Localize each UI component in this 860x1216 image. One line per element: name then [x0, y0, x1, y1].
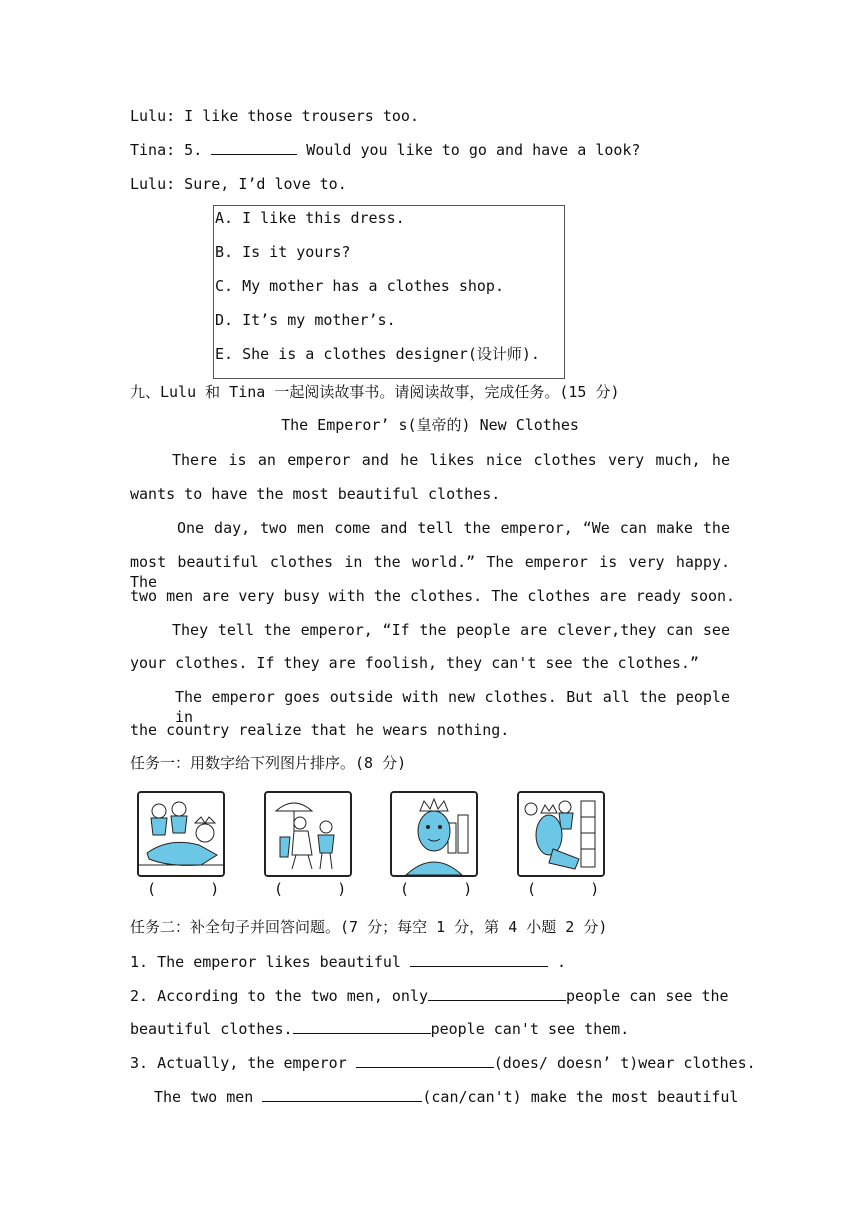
question-2b-suffix: people can't see them. — [430, 1020, 630, 1038]
question-2 — [130, 986, 729, 1006]
order-answer-4[interactable]: ( ) — [527, 880, 600, 898]
question-3-suffix: (does/ doesn’ t)wear clothes. — [493, 1054, 756, 1072]
dialogue-line-lulu-1: Lulu: I like those trousers too. — [130, 107, 419, 125]
task1-heading: 任务一：用数字给下列图片排序。(8 分) — [130, 754, 407, 772]
answer-blank-q2a[interactable] — [428, 986, 566, 1001]
question-3-cont — [154, 1087, 738, 1107]
story-title: The Emperor’ s(皇帝的) New Clothes — [281, 416, 579, 434]
question-3-prefix: 3. Actually, the emperor — [130, 1054, 356, 1072]
question-3b-prefix: The two men — [154, 1088, 263, 1106]
answer-blank-5[interactable] — [211, 140, 297, 155]
emperor-lying-picture-icon — [137, 791, 225, 877]
question-2-suffix: people can see the — [566, 987, 729, 1005]
dialogue-suffix: Would you like to go and have a look? — [297, 141, 641, 159]
men-with-umbrella-picture-icon — [264, 791, 352, 877]
emperor-crowd-picture-icon — [517, 791, 605, 877]
story-p3-line1: They tell the emperor, “If the people are clever,they can see — [172, 621, 730, 639]
question-3 — [130, 1053, 756, 1073]
question-3b-suffix: (can/can't) make the most beautiful — [422, 1088, 739, 1106]
story-p1-line2: wants to have the most beautiful clothes. — [130, 485, 501, 503]
story-p3-line2: your clothes. If they are foolish, they can't see the clothes.” — [130, 654, 699, 672]
story-p4-line1: The emperor goes outside with new clothes. But all the people in — [175, 688, 730, 726]
dialogue-prefix: Tina: 5. — [130, 141, 212, 159]
question-1-prefix: 1. The emperor likes beautiful — [130, 953, 410, 971]
option-e: E. She is a clothes designer(设计师). — [215, 345, 540, 363]
option-c: C. My mother has a clothes shop. — [215, 277, 504, 295]
option-b: B. Is it yours? — [215, 243, 351, 261]
order-answer-1[interactable]: ( ) — [147, 880, 220, 898]
answer-blank-q2b[interactable] — [293, 1019, 431, 1034]
order-answer-3[interactable]: ( ) — [400, 880, 473, 898]
story-p4-line2: the country realize that he wears nothing. — [130, 721, 510, 739]
section-heading: 九、Lulu 和 Tina 一起阅读故事书。请阅读故事，完成任务。(15 分) — [130, 383, 620, 401]
story-p1-line1: There is an emperor and he likes nice clothes very much, he — [172, 451, 730, 469]
answer-blank-q3a[interactable] — [356, 1053, 494, 1068]
story-p2-line1: One day, two men come and tell the emperor, “We can make the — [177, 519, 730, 537]
answer-blank-q3b[interactable] — [262, 1087, 422, 1102]
answer-blank-q1[interactable] — [410, 952, 548, 967]
task2-heading: 任务二：补全句子并回答问题。(7 分；每空 1 分，第 4 小题 2 分) — [130, 918, 608, 936]
option-a: A. I like this dress. — [215, 209, 405, 227]
order-answer-2[interactable]: ( ) — [274, 880, 347, 898]
question-2b-prefix: beautiful clothes. — [130, 1020, 293, 1038]
emperor-portrait-picture-icon — [390, 791, 478, 877]
question-2-cont — [130, 1019, 629, 1039]
story-p2-line3: two men are very busy with the clothes. The clothes are ready soon. — [130, 587, 736, 605]
question-1 — [130, 952, 566, 972]
option-d: D. It’s my mother’s. — [215, 311, 396, 329]
question-2-prefix: 2. According to the two men, only — [130, 987, 429, 1005]
dialogue-line-tina-5 — [130, 140, 640, 160]
dialogue-line-lulu-2: Lulu: Sure, I’d love to. — [130, 175, 347, 193]
question-1-suffix: . — [547, 953, 567, 971]
story-p2-line2: most beautiful clothes in the world.” The emperor is very happy. The — [130, 553, 730, 591]
